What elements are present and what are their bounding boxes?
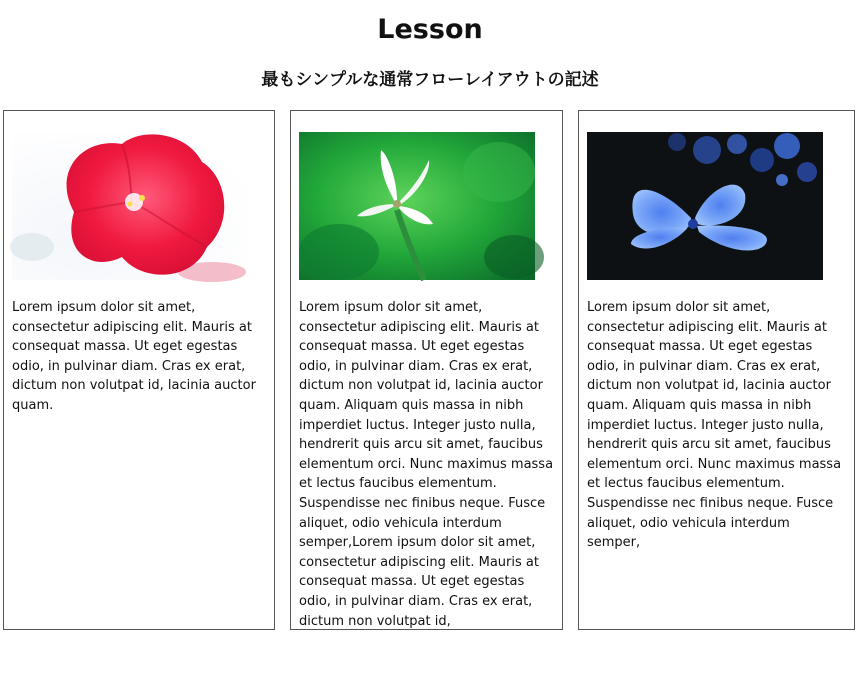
red-flower-photo-icon [12, 132, 248, 280]
card-3 [578, 110, 855, 630]
blue-hydrangea-photo-icon [587, 132, 823, 280]
page-title: Lesson [377, 14, 483, 45]
card-1 [3, 110, 275, 630]
page-subtitle: 最もシンプルな通常フローレイアウトの記述 [261, 70, 599, 90]
white-flower-photo-icon [299, 132, 535, 280]
card-2 [290, 110, 563, 630]
card-text: Lorem ipsum dolor sit amet, consectetur adipiscing elit. Mauris at consequat massa. Ut eget egestas odio, in pulvinar diam. Cras ex erat, dictum non volutpat id, lacinia auctor quam. [12, 300, 256, 413]
card-text: Lorem ipsum dolor sit amet, consectetur adipiscing elit. Mauris at consequat massa. Ut eget egestas odio, in pulvinar diam. Cras ex erat, dictum non volutpat id, lacinia auctor quam. Aliquam quis massa in nibh imperdiet luctus. Integer justo nulla, hendrerit quis arcu sit amet, faucibus elementum orci. Nunc maximus massa et lectus faucibus elementum. Suspendisse nec finibus neque. Fusce aliquet, odio vehicula interdum semper,Lorem ipsum dolor sit amet, consectetur adipiscing elit. Mauris at consequat massa. Ut eget egestas odio, in pulvinar diam. Cras ex erat, dictum non volutpat id, [299, 300, 554, 629]
card-text: Lorem ipsum dolor sit amet, consectetur adipiscing elit. Mauris at consequat massa. Ut eget egestas odio, in pulvinar diam. Cras ex erat, dictum non volutpat id, lacinia auctor quam. Aliquam quis massa in nibh imperdiet luctus. Integer justo nulla, hendrerit quis arcu sit amet, faucibus elementum orci. Nunc maximus massa et lectus faucibus elementum. Suspendisse nec finibus neque. Fusce aliquet, odio vehicula interdum semper, [587, 300, 842, 551]
